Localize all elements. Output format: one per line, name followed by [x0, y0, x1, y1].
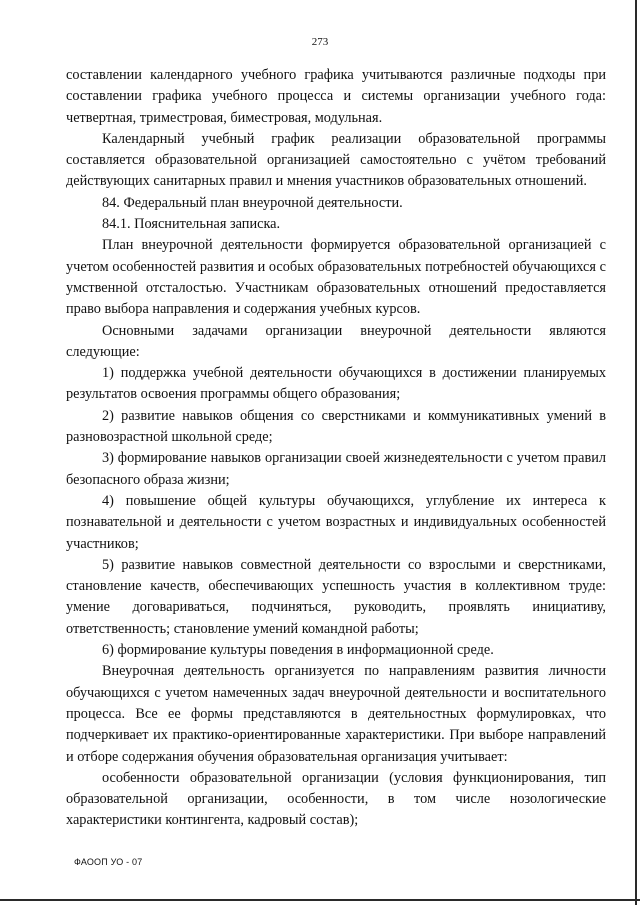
paragraph: 3) формирование навыков организации своей жизнедеятельности с учетом правил безопасного образа жизни;: [66, 450, 606, 488]
body-text: [66, 65, 606, 832]
paragraph: 2) развитие навыков общения со сверстниками и коммуникативных умений в разновозрастной школьной среде;: [66, 407, 606, 446]
paragraph: Основными задачами организации внеурочной деятельности являются следующие:: [66, 322, 606, 360]
paragraph: 6) формирование культуры поведения в информационной среде.: [102, 642, 494, 659]
page-number: 273: [311, 36, 329, 48]
footer-code: ФАООП УО - 07: [74, 857, 143, 867]
page-edge-right: [635, 0, 637, 905]
paragraph: Внеурочная деятельность организуется по направлениям развития личности обучающихся с учетом намеченных задач внеурочной деятельности и воспитательного процесса. Все ее формы представляются в деятельностных формулировках, что подчеркивает их практико-ориентированные характеристики. При выборе направлений и отборе содержания обучения образовательная организация учитывает:: [66, 663, 606, 765]
paragraph: 1) поддержка учебной деятельности обучающихся в достижении планируемых результатов освоения программы общего образования;: [66, 365, 606, 403]
paragraph: 5) развитие навыков совместной деятельности со взрослыми и сверстниками, становление качеств, обеспечивающих успешность участия в коллективном труде: умение договариваться, подчиняться, руководить, проявлять инициативу, ответственность; становление умений командной работы;: [66, 556, 606, 637]
paragraph: 84. Федеральный план внеурочной деятельности.: [102, 194, 403, 211]
paragraph: План внеурочной деятельности формируется образовательной организацией с учетом особенностей развития и особых образовательных потребностей обучающихся с умственной отсталостью. Участникам образовательных отношений предоставляется право выбора направления и содержания учебных курсов.: [66, 237, 606, 318]
page-edge-bottom: [0, 899, 640, 901]
paragraph: особенности образовательной организации (условия функционирования, тип образовательной организации, особенности, в том числе нозологические характеристики контингента, кадровый состав);: [66, 769, 606, 829]
paragraph: составлении календарного учебного графика учитываются различные подходы при составлении графика учебного процесса и системы организации учебного года: четвертная, триместровая, биместровая, модульная.: [66, 67, 606, 126]
paragraph: 84.1. Пояснительная записка.: [102, 216, 281, 233]
paragraph: Календарный учебный график реализации образовательной программы составляется образовательной организацией самостоятельно с учётом требований действующих санитарных правил и мнения участников образовательных отношений.: [66, 130, 606, 190]
paragraph: 4) повышение общей культуры обучающихся, углубление их интереса к познавательной и деятельности с учетом возрастных и индивидуальных особенностей участников;: [66, 492, 606, 552]
